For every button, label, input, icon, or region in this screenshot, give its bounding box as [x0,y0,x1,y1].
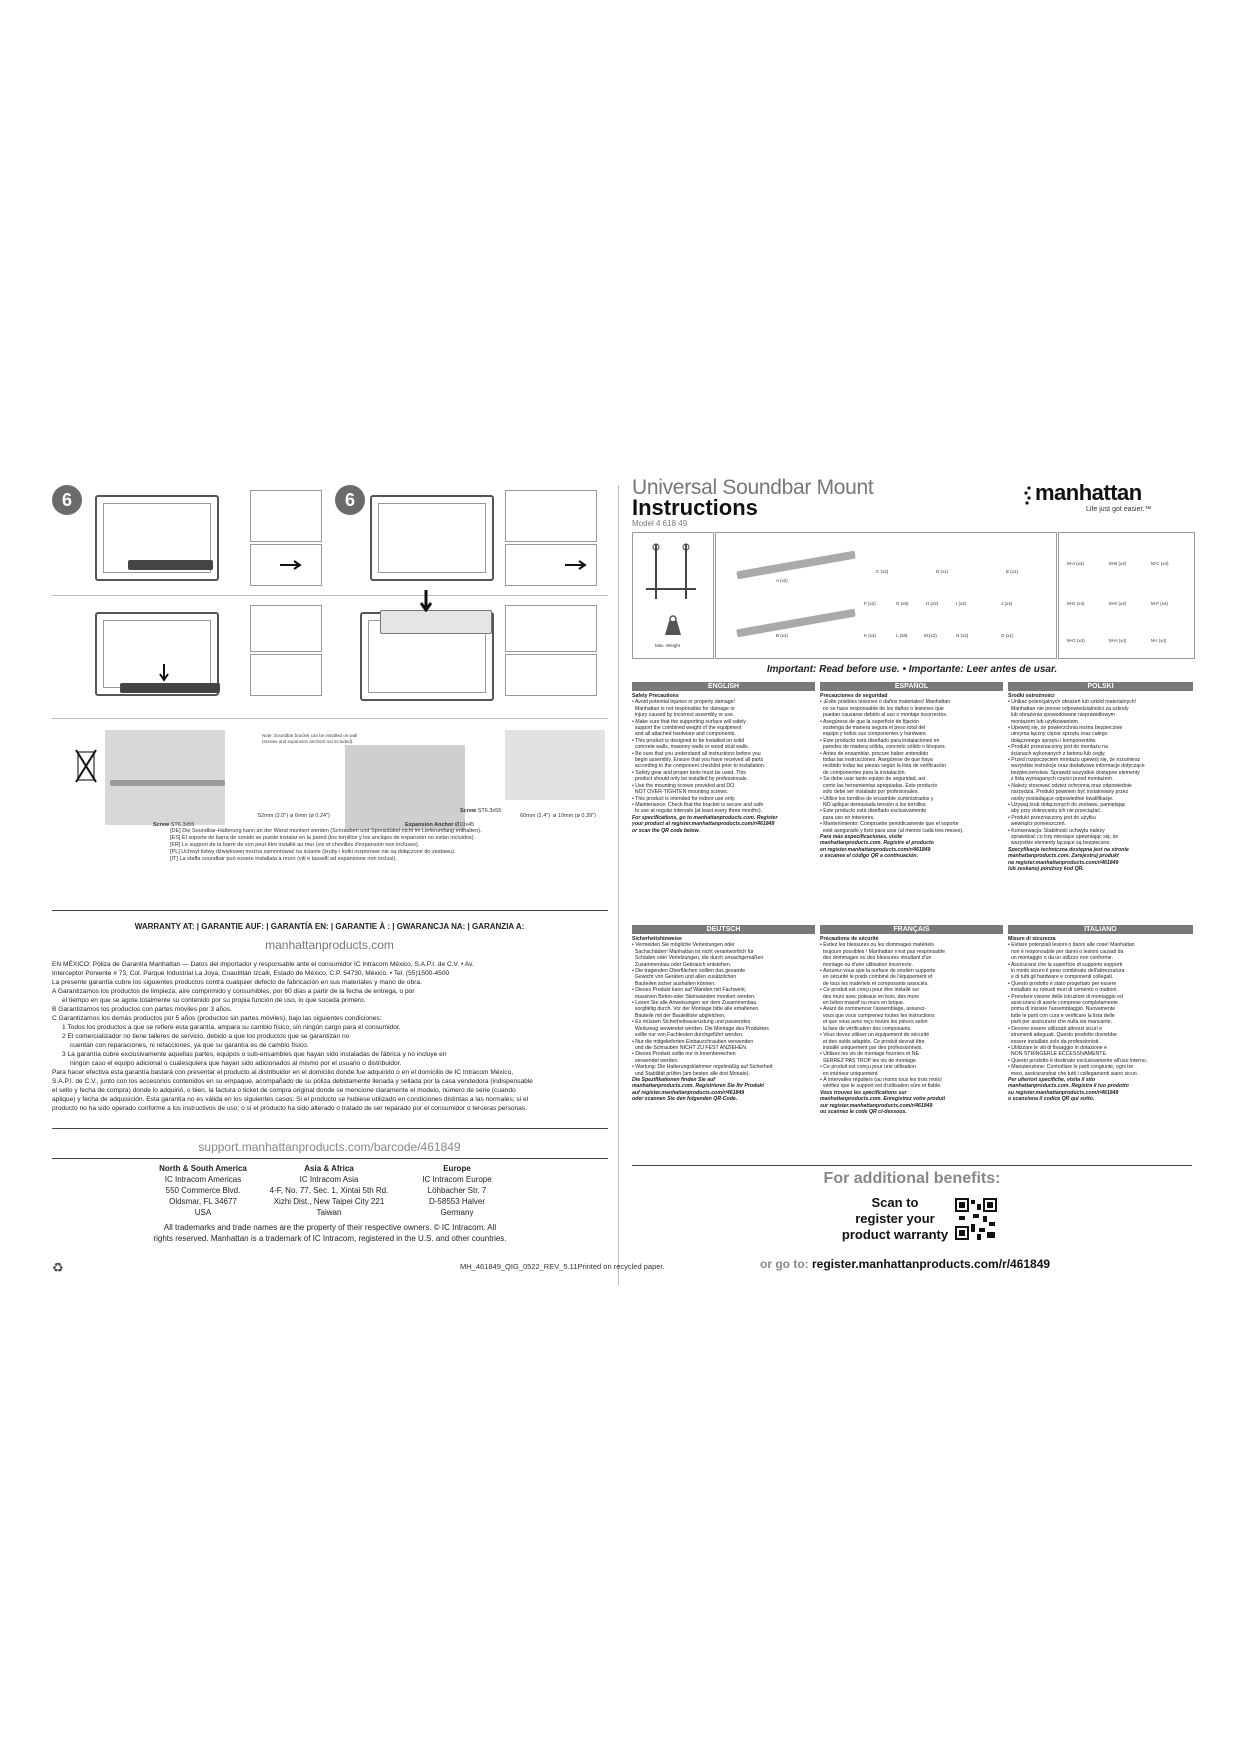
address-americas: North & South America IC Intracom Americas 550 Commerce Blvd. Oldsmar, FL 34677 USA [159,1164,247,1217]
lang-footer-line: manhattanproducts.com. Registre el producto [820,840,934,847]
arrow-right-icon [280,560,305,570]
lang-footer-line: auf register.manhattanproducts.com/r/461849 [632,1089,745,1096]
lang-line: wszystkie elementy łączące są bezpieczne. [1008,840,1111,847]
lang-line: injury caused by incorrect assembly or use. [632,712,735,719]
lang-line: • Lesen Sie alle Anweisungen vor dem Zusammenbau [632,1000,757,1007]
lang-header-french: FRANÇAIS [820,925,1003,934]
lang-section-heading: Précautions de sécurité [820,936,879,942]
lang-line: • Ce produit est conçu pour être installé sur [820,987,920,994]
detail-view-mid-2 [250,654,322,696]
lang-line: no se hace responsable de los daños o lesiones que [820,705,944,712]
row-divider-2 [52,718,608,719]
lang-line: assicurarsi di averle comprese completamente [1008,1000,1118,1007]
lang-line: esté asegurado y listo para usar (al menos cada tres meses). [820,827,964,834]
lang-line: des murs avec poteaux en bois, des murs [820,993,919,1000]
lang-line: massiven Beton-oder Steinwänden montiert werden. [632,993,756,1000]
product-title: Universal Soundbar Mount [632,476,874,499]
lang-line: e di tutti gli hardware e componenti collegati. [1008,974,1114,981]
lang-line: • Antes de ensamblar, procure haber entendido [820,750,929,757]
manhattan-logo: manhattan [1035,480,1142,505]
lang-line: • Avoid potential injuries or property damage! [632,699,735,706]
lang-line: et des outils adaptés. Ce produit devrait être [820,1038,925,1045]
lang-line: vous que vous comprenez toutes les instructions [820,1012,935,1019]
support-link[interactable]: support.manhattanproducts.com/barcode/461849 [198,1140,461,1154]
part-mg-label: M-G (x4) [1067,638,1085,643]
model-number: Model 4 618 49 [632,519,688,528]
lang-line: sostenga de manera segura el peso total del [820,725,926,732]
lang-footer-line: ou scannez le code QR ci-dessous. [820,1108,907,1115]
section-rule-3 [52,1158,608,1159]
lang-line: Schäden oder Verletzungen, die durch unsachgemäßen [632,955,764,962]
lang-line: todas las instrucciones. Asegúrese de que haya [820,757,933,764]
part-j-label: J (x4) [1001,601,1013,606]
lang-line: ścianach wykonanych z betonu lub cegły. [1008,750,1106,757]
lang-line: Werkzeug verwendet werden. Die Montage des Produktes [632,1025,769,1032]
part-i-label: I (x2) [956,601,967,606]
lang-line: product should only be installed by professionals. [632,776,748,783]
lang-line: Sachschäden! Manhattan ist nicht verantwortlich für [632,948,754,955]
weight-icon [661,615,685,637]
detail-view-top [250,490,322,542]
additional-benefits-heading: For additional benefits: [823,1170,1001,1187]
detail-view-mid-3 [505,605,597,652]
parts-panel-screws [1058,532,1195,659]
note-de: [DE] Die Soundbar-Halterung kann an der Wand montiert werden (Schrauben und Spreizdübel nicht im Lieferumfang enthalten). [170,828,482,834]
lang-line: z listą wymaganych części przed montażem. [1008,776,1114,783]
part-me-label: M-E (x4) [1109,601,1127,606]
drill-depth-label-2: 60mm (2.4") [520,813,551,819]
lang-line: • Utilice los tornillos de ensamble suministrados y [820,795,934,802]
lang-line: • Manutenzione: Controllare le parti congiunte, ogni tre [1008,1064,1134,1071]
register-url-line[interactable]: or go to: register.manhattanproducts.com/r/461849 [760,1257,1051,1271]
wall-install-translations [170,828,600,863]
lang-line: aby przy dokręcaniu ich nie przeciążać. [1008,808,1102,815]
recycle-icon: ♻ [52,1260,64,1275]
page-fold-line [618,485,619,1285]
lang-footer-line: or scan the QR code below. [632,827,700,834]
lang-line: • Prendere visione delle istruzioni di montaggio ed [1008,993,1123,1000]
lang-line: recibido todas las piezas según la lista de verificación [820,763,947,770]
rail-a-illustration [736,551,856,580]
part-mf-label: M-F (x4) [1151,601,1168,606]
lang-line: tutte le parti con cura e verificare la lista delle [1008,1012,1115,1019]
lang-footer-line: na register.manhattanproducts.com/r/461849 [1008,859,1119,866]
lang-line: installato su robusti muri di cemento o mattoni. [1008,987,1118,994]
soundbar-illustration-3 [380,610,492,634]
drill-illustration [505,730,605,800]
tv-illustration-2 [370,495,494,581]
lang-line: sprawdzać co trzy miesiące upewniając się, że [1008,833,1119,840]
lang-line: • Produkt przeznaczony jest do użytku [1008,814,1096,821]
lang-section-heading: Sicherheitshinweise [632,936,682,942]
lang-line: verwendet werden. [632,1057,679,1064]
lang-line: concrete walls, masonry walls or wood stud walls. [632,744,750,751]
section-rule-right [632,1165,1192,1166]
lang-footer-line: Die Spezifikationen finden Sie auf [632,1076,716,1083]
lang-line: para uso en interiores. [820,814,875,821]
lang-header-italian: ITALIANO [1008,925,1193,934]
lang-line: • Assicurarsi che la superficie di supporto sopporti [1008,961,1123,968]
lang-line: • Należy stosować odzież ochronną oraz odpowiednie [1008,782,1132,789]
no-drywall-warning-icon [74,748,98,784]
lang-text-polish [1008,693,1193,872]
brand-tagline: Life just got easier.™ [1086,506,1152,513]
lang-line: • Asegúrese de que la superficie de fijación [820,718,920,725]
lang-line: installé uniquement par des professionnels. [820,1044,923,1051]
lang-line: essere installato solo da professionisti. [1008,1038,1100,1045]
arrow-down-icon [158,664,170,682]
lang-line: paredes de madera sólida, concreto sólido o bloques. [820,744,947,751]
part-a-label: A (x2) [776,578,788,583]
part-mh-label: M-H (x4) [1109,638,1127,643]
lang-line: SERREZ PAS TROP les vis de montage. [820,1057,918,1064]
expansion-anchor-label: Expansion Anchor Ø10x45 [405,822,475,828]
lang-line: strumenti adeguati. Questo prodotto dovrebbe [1008,1032,1117,1039]
lang-line: sólo debe ser instalado por profesionales. [820,789,919,796]
part-mb-label: M-B (x4) [1109,561,1127,566]
instructions-heading: Instructions [632,495,758,520]
lang-line: • Es müssen Sicherheitsausrüstung und passendes [632,1019,751,1026]
mount-rail-illustration [110,780,225,786]
lang-footer-line: oder scannen Sie den folgenden QR-Code. [632,1096,738,1103]
lang-line: puedan causarse debido al uso o montaje incorrectos. [820,712,948,719]
screw-label: Screw ST6.3x55 [153,822,195,828]
note-es: [ES] El soporte de barra de sonido se puede instalar en la pared (los tornillos y los anclajes de expansión no están incluidos). [170,835,476,841]
lang-line: la liste de vérification des composants. [820,1025,912,1032]
lang-line: • Produkt przeznaczony jest do montażu na [1008,744,1108,751]
wall-install-note: Note: Soundbar bracket can be installed on wall (screws and expansion anchors not included). [262,733,358,744]
lang-footer-line: Specyfikacja techniczna dostępna jest na stronie [1008,846,1129,853]
soundbar-illustration [128,560,213,570]
mexico-warranty-text: EN MÉXICO: Póliza de Garantía Manhattan — Datos del importador y responsable ante el consumidor IC Intracom México, S.A.P.I. de C.V. • Av. Interceptor Poniente # 73, Col. Parque Industrial La Joya, Cuautitlán Izcalli, Estado de México, C.P. 54730, México. • Tel. (55)1500-4500 La presente garantía cubre los siguientes productos contra cualquier defecto de fabricación en sus materiales y mano de obra. A Garantizamos los productos de limpieza, aire comprimido y consumibles, por 60 días a partir de la fecha de entrega, o por el tiempo en que se agote totalmente su contenido por su propia función de uso, lo que suceda primero. B Garantizamos los productos con partes móviles por 3 años. C Garantizamos los demás productos por 5 años (productos sin partes móviles), bajo las siguientes condiciones: 1 Todos los productos a que se refiere esta garantía, ampara su cambio físico, sin ningún cargo para el consumidor. 2 El comercializador no tiene talleres de servicio, debido a que los productos que se garantizan no cuentan con reparaciones, ni refacciones, ya que su garantía es de cambio físico. 3 La garantía cubre exclusivamente aquellas partes, equipos o sub-ensambles que hayan sido instaladas de fábrica y no incluye en ningún caso el equipo adicional o cualesquiera que hayan sido adicionados al mismo por el usuario o distribuidor. Para hacer efectiva esta garantía bastará con presentar el producto al distribuidor en el domicilio donde fue adquirido o en el domicilio de IC Intracom México, S.A.P.I. de C.V., junto con los accesorios contenidos en su empaque, acompañado de su póliza debidamente llenada y sellada por la casa vendedora (indispensable el sello y fecha de compra) donde lo adquirió, o bien, la factura o ticket de compra original donde se mencione claramente el modelo, número de serie (cuando aplique) y fecha de adquisición. Esta garantía no es válida en los siguientes casos: Si el producto se hubiese utilizado en condiciones distintas a las normales; si el producto no ha sido operado conforme a los instructivos de uso; o si el producto ha sido alterado o tratado de ser reparado por el consumidor o terceras personas. [52,961,533,1112]
lang-footer-line: sur register.manhattanproducts.com/r/461849 [820,1102,933,1109]
lang-line: montage ou d'une utilisation incorrecte. [820,961,913,968]
trademark-notice: All trademarks and trade names are the property of their respective owners. © IC Intracom. All rights reserved. Manhattan is a trademark of IC Intracom, registered in the U.S. and other countries. [153,1223,507,1243]
lang-line: • Upewnij się, że powierzchnia nośna bezpiecznie [1008,725,1123,732]
lang-line: Gewicht von Geräten und allen zusätzlichen [632,974,737,981]
lang-line: en béton massif ou murs en brique. [820,1000,905,1007]
lang-line: • Vermeiden Sie mögliche Verletzungen oder [632,942,735,949]
part-g-label: G (x8) [896,601,909,606]
lang-text-french [820,936,1003,1115]
lang-footer-line: Vous trouvez les spécifications sur [820,1089,907,1096]
step-number-badge-2: 6 [335,485,365,515]
lang-line: des dommages ou des blessures résultant d'un [820,955,932,962]
part-o-label: O (x1) [1001,633,1014,638]
part-k-label: K (x4) [864,633,877,638]
detail-view-mid-4 [505,654,597,696]
lang-footer-line: For specifications, go to manhattanproducts.com. Register [632,814,778,821]
parts-panel-bracket [632,532,714,659]
lang-line: en sécurité le poids combiné de l'équipement et [820,974,933,981]
lang-line: toujours possibles ! Manhattan n'est pas responsable [820,948,945,955]
section-rule-2 [52,1128,608,1129]
lang-line: • Use the mounting screws provided and DO [632,782,735,789]
lang-line: equipo y todos sus componentes y hardware. [820,731,928,738]
detail-view-mid [250,605,322,652]
lang-header-polish: POLSKI [1008,682,1193,691]
detail-view-top-2 [505,490,597,542]
lang-footer-line: Per ulteriori specifiche, visita il sito [1008,1076,1096,1083]
lang-line: • Utilisez les vis de montage fournies et NE [820,1051,919,1058]
drill-diameter-label-2: ø 10mm (ø 0.39") [553,813,596,819]
lang-line: • Vous devez utiliser un équipement de sécurité [820,1032,930,1039]
lang-line: and all attached hardware and components. [632,731,736,738]
note-fr: [FR] Le support de la barre de son peut être installé au mur (vis et chevilles d'expansion non incluses). [170,842,420,848]
lang-line: • Dieses Produkt kann auf Wänden mit Fachwerk, [632,987,747,994]
lang-footer-line: su register.manhattanproducts.com/r/461849 [1008,1089,1119,1096]
lang-footer-line: o escanee el código QR a continuación. [820,853,919,860]
lang-section-heading: Środki ostrożności [1008,693,1055,699]
lang-footer-line: manhattanproducts.com. Registrieren Sie Ihr Produkt [632,1083,765,1090]
lang-line: en intérieur uniquement. [820,1070,879,1077]
lang-line: • This product is designed to be installed on solid [632,737,745,744]
lang-line: Zusammenbau oder Gebrauch entstehen. [632,961,732,968]
lang-line: Bauteile mit der Bauteilliste abgleichen. [632,1012,726,1019]
lang-section-heading: Precauciones de seguridad [820,693,888,699]
part-c-label: C (x2) [876,569,889,574]
step-number-badge: 6 [52,485,82,515]
lang-text-german [632,936,815,1103]
lang-line: non è responsabile per danni o lesioni causati da [1008,948,1124,955]
lang-footer-line: your product at register.manhattanproducts.com/r/461849 [632,821,775,828]
note-it: [IT] La staffa soundbar può essere installata a muro (viti e tasselli ad espansione non inclusi). [170,856,397,862]
lang-footer-line: en register.manhattanproducts.com/r/461849 [820,846,931,853]
concrete-wall-illustration [345,745,465,830]
lang-line: • À intervalles réguliers (au moins tous les trois mois) [820,1076,942,1083]
lang-line: dołączonego sprzętu i komponentów. [1008,737,1097,744]
lang-footer-line: o scansiona il codice QR qui sotto. [1008,1096,1095,1103]
lang-line: • Ce produit est conçu pour une utilisation [820,1064,916,1071]
address-asia: Asia & Africa IC Intracom Asia 4-F, No. 77, Sec. 1, Xintai 5th Rd. Xizhi Dist., New Taipei City 221 Taiwan [269,1164,389,1217]
lang-line: • Używaj śrub dołączonych do zestawu, pamiętając [1008,801,1126,808]
note-pl: [PL] Uchwyt listwy dźwiękowej można zamontować na ścianie (śruby i kołki rozporowe nie są dołączone do zestawu). [170,849,456,855]
lang-line: como las herramientas apropiadas. Este producto [820,782,938,789]
part-e-label: E (x1) [1006,569,1019,574]
lang-footer-line: manhattanproducts.com. Registra il tuo prodotto [1008,1083,1129,1090]
drill-depth-label: 52mm (2.0") [258,813,289,819]
lang-section-heading: Safety Precautions [632,693,679,699]
vertical-bracket-illustration [641,539,701,609]
lang-line: de componentes para la instalación. [820,769,906,776]
wall-illustration [105,730,225,825]
document-id: MH_461849_QIG_0522_REV_5.11Printed on recycled paper. [460,1262,665,1271]
lang-header-spanish: ESPAÑOL [820,682,1003,691]
section-rule [52,910,608,911]
lang-line: • Die tragenden Oberflächen sollten das gesamte [632,968,746,975]
manhattan-logo-dots-icon [1024,485,1034,505]
lang-line: osoby posiadające odpowiednie kwalifikacje. [1008,795,1114,802]
qr-code-icon[interactable] [955,1198,997,1240]
lang-line: • Wartung: Die Halterungsklammer regelmäßig auf Sicherheit [632,1064,773,1071]
lang-line: in modo sicuro il peso combinato dell'attrezzatura [1008,968,1125,975]
lang-line: • Devono essere utilizzati attrezzi sicuri e [1008,1025,1103,1032]
important-notice: Important: Read before use. • Importante: Leer antes de usar. [766,664,1058,675]
lang-text-english [632,693,815,834]
rail-b-illustration [736,609,856,638]
row-divider [52,595,608,596]
lang-line: according to the component checklist prior to installation. [632,763,766,770]
part-ma-label: M-A (x4) [1067,561,1085,566]
lang-line: • Dieses Produkt sollte nur in Innenbereichen [632,1051,736,1058]
part-m-label: M (x2) [924,633,937,638]
lang-line: und die Schrauben NICHT ZU FEST ANZIEHEN. [632,1044,748,1051]
lang-line: • Mantenimiento: Compruebe periódicamente que el soporte [820,821,959,828]
lang-line: • Evitare potenziali lesioni o danni alle cose! Manhattan [1008,942,1135,949]
lang-text-spanish [820,693,1003,860]
arrow-right-icon-2 [565,560,590,570]
lang-line: wszystkie instrukcje oraz dodatkowe informacje dotyczące [1008,763,1145,770]
lang-line: sorgfältig durch. Vor der Montage bitte alle erhaltenen [632,1006,759,1013]
lang-line: • Se debe usar tanto equipo de seguridad, así [820,776,926,783]
lang-line: • Utilizzare le viti di fissaggio in dotazione e [1008,1044,1107,1051]
lang-footer-line: Para más especificaciones, visite [820,833,903,840]
lang-line: • Este producto está diseñado para instalaciones en [820,737,940,744]
lang-line: • Évitez les blessures ou les dommages matériels [820,942,934,949]
lang-line: • ¡Evite posibles lesiones o daños materiales! Manhattan [820,699,951,706]
part-f-label: F (x2) [864,601,876,606]
lang-line: • This product is intended for indoor use only. [632,795,736,802]
parts-panel-components [715,532,1057,659]
part-md-label: M-D (x4) [1067,601,1085,606]
lang-line: lub obrażenia spowodowane nieprawidłowym [1008,712,1115,719]
lang-line: • Safety gear and proper tools must be used. This [632,769,746,776]
drill-diameter-label: ø 6mm (ø 0.24") [290,813,330,819]
lang-line: NO aplique demasiada tensión a los tornillos. [820,801,927,808]
lang-line: parti per assicurarsi che nulla sia mancante. [1008,1019,1113,1026]
lang-footer-line: manhattanproducts.com. Zarejestruj produkt [1008,853,1119,860]
lang-text-italian [1008,936,1193,1103]
part-h-label: H (x2) [926,601,939,606]
lang-line: begin assembly. Ensure that you have received all parts [632,757,764,764]
arrow-down-icon-2 [420,590,432,612]
lang-header-german: DEUTSCH [632,925,815,934]
lang-line: utrzyma łączny ciężar sprzętu oraz całego [1008,731,1108,738]
lang-line: montażem lub użytkowaniem. [1008,718,1080,725]
lang-line: • Questo prodotto è stato progettato per essere [1008,980,1117,987]
lang-line: bezpieczeństwa. Sprawdź wszystkie dostępne elementy [1008,769,1140,776]
lang-line: • Este producto está diseñado exclusivamente [820,808,927,815]
scan-to-register-text: Scan to register your product warranty [841,1195,949,1242]
lang-line: prima di iniziare l'assemblaggio. Nuovamente [1008,1006,1116,1013]
lang-line: et que vous avez reçu toutes les pièces selon [820,1019,928,1026]
max-weight-label: Max. Weight [655,643,680,648]
screw-label-2: Screw ST6.3x55 [460,808,502,814]
lang-line: • Avant de commencer l'assemblage, assurez- [820,1006,927,1013]
lang-line: un montaggio o da un utilizzo non conforme. [1008,955,1113,962]
address-europe: Europe IC Intracom Europe Löhbacher Str. 7 D-58553 Halver Germany [422,1164,492,1217]
lang-line: support the combined weight of the equipment [632,725,742,732]
lang-line: • Maintenance: Check that the bracket is secure and safe [632,801,764,808]
soundbar-illustration-2 [120,683,220,693]
lang-line: • Questo prodotto è destinato esclusivamente all'uso interno. [1008,1057,1148,1064]
lang-line: und Stabilität prüfen (am besten alle drei Monate). [632,1070,750,1077]
lang-line: • Nur die mitgelieferten Einbauschrauben verwenden [632,1038,754,1045]
lang-header-english: ENGLISH [632,682,815,691]
part-mc-label: M-C (x4) [1151,561,1169,566]
lang-line: • Konserwacja: Stabilność uchwytu należy [1008,827,1105,834]
lang-line: • Assurez-vous que la surface de soutien supporte [820,968,936,975]
part-b-label: B (x2) [776,633,789,638]
lang-section-heading: Misure di sicurezza [1008,936,1056,942]
lang-line: • Make sure that the supporting surface will safely [632,718,746,725]
warranty-title: WARRANTY AT: | GARANTIE AUF: | GARANTÍA EN: | GARANTIE À : | GWARANCJA NA: | GARANZIA A: [134,922,525,931]
part-l-label: L (x8) [896,633,908,638]
lang-line: narzędzia. Produkt powinien być instalowany przez [1008,789,1129,796]
lang-line: sollte nur von Fachleuten durchgeführt werden. [632,1032,744,1039]
part-d-label: D (x1) [936,569,949,574]
part-n-label: N (x2) [956,633,969,638]
lang-line: NOT OVER-TIGHTEN mounting screws. [632,789,729,796]
lang-line: • Be sure that you understand all instructions before you [632,750,761,757]
lang-line: • Przed rozpoczęciem montażu upewnij się, że rozumiesz [1008,757,1141,764]
lang-line: Manhattan nie ponosi odpowiedzialności za szkody [1008,705,1129,712]
lang-line: to use at regular intervals (at least every three months). [632,808,763,815]
lang-line: NON STRINGERLE ECCESSIVAMENTE. [1008,1051,1108,1058]
lang-line: vérifiez que le support est d'utilisation sûre et fiable. [820,1083,942,1090]
lang-line: • Unikać potencjalnych obrażeń lub szkód materialnych! [1008,699,1137,706]
lang-line: wewnątrz pomieszczeń. [1008,821,1066,828]
lang-line: Bauteilen sicher aushalten können. [632,980,716,987]
lang-line: Manhattan is not responsible for damage or [632,705,735,712]
part-mi-label: M-I (x4) [1151,638,1167,643]
lang-footer-line: lub zeskanuj poniższy kod QR. [1008,865,1084,872]
lang-footer-line: manhattanproducts.com. Enregistrez votre produit [820,1096,946,1103]
manhattan-products-link[interactable]: manhattanproducts.com [265,938,394,952]
lang-line: de tous les matériels et composants associés. [820,980,929,987]
lang-line: mesi, assicurandosi che tutti i collegamenti siano sicuri. [1008,1070,1139,1077]
